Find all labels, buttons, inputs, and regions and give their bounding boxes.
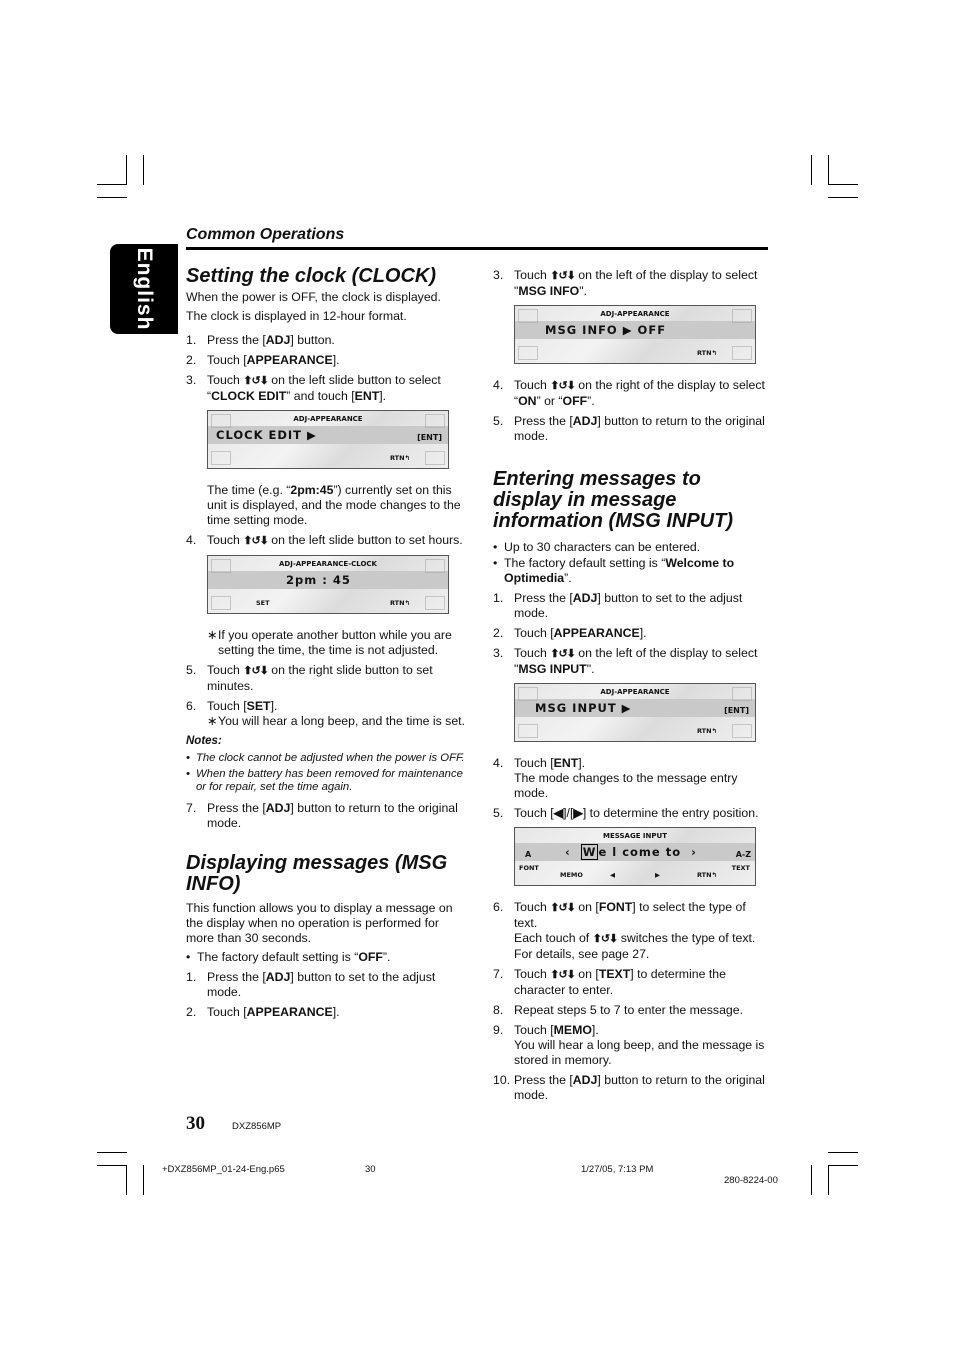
lcd-rtn-label: RTN↰: [696, 349, 717, 357]
up-hand-down-icon: ⬆↺⬇: [243, 535, 268, 547]
clock-step-7: 7. Press the [ADJ] button to return to the original mode.: [186, 800, 458, 830]
lcd-font-label: FONT: [519, 864, 539, 872]
lcd-message-text: ‹ W e l come to ›: [565, 845, 697, 859]
time-note: The time (e.g. “2pm:45”) currently set on this unit is displayed, and the mode changes to the time setting mode.: [207, 483, 461, 527]
up-hand-down-icon: ⬆↺⬇: [550, 969, 575, 981]
crop-mark: [828, 1165, 829, 1195]
up-hand-down-icon: ⬆↺⬇: [243, 665, 268, 677]
clock-step-4: 4. Touch ⬆↺⬇ on the left slide button to set hours.: [186, 533, 463, 547]
section-title: Common Operations: [186, 226, 345, 243]
lcd-rtn-label: RTN↰: [696, 727, 717, 735]
up-hand-down-icon: ⬆↺⬇: [592, 933, 618, 945]
clock-intro: When the power is OFF, the clock is displayed.: [186, 290, 441, 304]
clock-heading: Setting the clock (CLOCK): [186, 265, 437, 287]
lcd-set-label: SET: [256, 599, 270, 607]
clock-intro: The clock is displayed in 12-hour format.: [186, 309, 407, 323]
crop-mark: [97, 1152, 127, 1153]
lcd-memo-label: MEMO: [560, 871, 583, 879]
msginfo-heading: Displaying messages (MSG INFO): [186, 851, 448, 895]
crop-mark: [97, 184, 127, 185]
footer-file: +DXZ856MP_01-24-Eng.p65: [162, 1164, 285, 1175]
crop-mark: [828, 197, 858, 198]
msginput-bullet: • Up to 30 characters can be entered.: [493, 540, 701, 554]
crop-mark: [126, 155, 127, 185]
lcd-cursor: W: [582, 845, 597, 859]
msginfo-intro: This function allows you to display a message on the display when no operation is performed for more than 30 seconds.: [186, 900, 453, 945]
lcd-title: MESSAGE INPUT: [603, 832, 667, 840]
msginput-step-10: 10. Press the [ADJ] button to return to the original mode.: [493, 1073, 765, 1102]
msginput-step-7: 7. Touch ⬆↺⬇ on [TEXT] to determine the character to enter.: [493, 967, 726, 997]
up-hand-down-icon: ⬆↺⬇: [550, 648, 575, 660]
language-tab-label: English: [133, 247, 156, 331]
right-triangle-icon: ▶: [573, 806, 583, 820]
up-hand-down-icon: ⬆↺⬇: [550, 270, 575, 282]
page-number: 30: [186, 1113, 205, 1134]
lcd-title: ADJ-APPEARANCE: [600, 688, 670, 696]
lcd-font-a: A: [525, 850, 532, 859]
lcd-main-text: MSG INPUT ▶: [535, 701, 632, 715]
note-item: • When the battery has been removed for maintenance or for repair, set the time again.: [186, 767, 463, 793]
section-rule: [186, 247, 768, 250]
clock-step-2: 2. Touch [APPEARANCE].: [186, 353, 340, 367]
up-hand-down-icon: ⬆↺⬇: [550, 380, 575, 392]
footer-date: 1/27/05, 7:13 PM: [581, 1164, 654, 1175]
clock-step-3: 3. Touch ⬆↺⬇ on the left slide button to select “CLOCK EDIT” and touch [ENT].: [186, 373, 441, 403]
lcd-ent-label: [ENT]: [417, 433, 442, 442]
left-triangle-icon: ◀: [553, 806, 564, 820]
crop-mark: [97, 197, 127, 198]
msginput-step-5: 5. Touch [◀]/[▶] to determine the entry position.: [493, 806, 759, 820]
lcd-main-text: CLOCK EDIT ▶: [216, 428, 317, 442]
crop-mark: [97, 1165, 127, 1166]
lcd-clock-time: [207, 555, 449, 614]
lcd-left-label: ◀: [610, 871, 615, 879]
msginput-heading: Entering messages to display in message information (MSG INPUT): [493, 468, 733, 532]
lcd-title: ADJ-APPEARANCE: [293, 415, 363, 423]
msginput-step-9: 9. Touch [MEMO]. You will hear a long beep, and the message is stored in memory.: [493, 1023, 765, 1067]
msginput-step-4: 4. Touch [ENT]. The mode changes to the message entry mode.: [493, 756, 738, 800]
msginfo-step-2: 2. Touch [APPEARANCE].: [186, 1004, 340, 1019]
clock-step-5: 5. Touch ⬆↺⬇ on the right slide button to set minutes.: [186, 663, 433, 693]
right-column: [493, 268, 768, 1108]
footer-page: 30: [365, 1164, 376, 1175]
lcd-rtn-label: RTN↰: [389, 454, 410, 462]
up-hand-down-icon: ⬆↺⬇: [243, 375, 268, 387]
msginfo-default: • The factory default setting is “OFF”.: [186, 949, 391, 964]
lcd-title: ADJ-APPEARANCE-CLOCK: [279, 560, 377, 568]
asterisk-note: ∗ If you operate another button while you are setting the time, the time is not adjusted.: [207, 628, 452, 657]
lcd-msg-info: [514, 305, 756, 364]
lcd-main-text: MSG INFO ▶ OFF: [545, 323, 667, 337]
crop-mark: [143, 1165, 144, 1195]
crop-mark: [143, 155, 144, 185]
lcd-clock-edit: [207, 410, 449, 469]
msginput-step-6: 6. Touch ⬆↺⬇ on [FONT] to select the type of text. Each touch of ⬆↺⬇ switches the type of text. For details, see page 27.: [493, 900, 756, 961]
msginfo-step-1: 1. Press the [ADJ] button to set to the adjust mode.: [186, 969, 436, 999]
msginput-step-1: 1. Press the [ADJ] button to set to the adjust mode.: [493, 591, 743, 620]
note-item: • The clock cannot be adjusted when the power is OFF.: [186, 752, 465, 764]
lcd-title: ADJ-APPEARANCE: [600, 310, 670, 318]
msginput-step-3: 3. Touch ⬆↺⬇ on the left of the display to select "MSG INPUT".: [493, 646, 758, 676]
crop-mark: [126, 1165, 127, 1195]
crop-mark: [828, 1152, 858, 1153]
msginfo-step-4: 4. Touch ⬆↺⬇ on the right of the display to select “ON” or “OFF”.: [493, 378, 765, 408]
crop-mark: [828, 184, 858, 185]
lcd-az-label: A-Z: [735, 850, 751, 859]
lcd-rtn-label: RTN↰: [389, 599, 410, 607]
msginfo-step-5: 5. Press the [ADJ] button to return to the original mode.: [493, 414, 765, 443]
msginput-step-2: 2. Touch [APPEARANCE].: [493, 626, 647, 640]
model-number: DXZ856MP: [232, 1121, 282, 1132]
msginput-step-8: 8. Repeat steps 5 to 7 to enter the message.: [493, 1003, 743, 1017]
lcd-message-input: [514, 827, 756, 886]
crop-mark: [811, 1165, 812, 1195]
lcd-right-label: ▶: [655, 871, 660, 879]
notes-heading: Notes:: [186, 735, 222, 747]
clock-step-1: 1. Press the [ADJ] button.: [186, 333, 335, 347]
up-hand-down-icon: ⬆↺⬇: [550, 902, 575, 914]
lcd-text-label: TEXT: [731, 864, 750, 872]
footer-code: 280-8224-00: [724, 1175, 778, 1186]
msginput-bullet: • The factory default setting is “Welcome to Optimedia”.: [493, 556, 735, 585]
lcd-main-text: 2pm : 45: [286, 573, 351, 587]
crop-mark: [811, 155, 812, 185]
lcd-msg-input: [514, 683, 756, 742]
clock-step-6: 6. Touch [SET].: [186, 699, 278, 713]
left-column: [186, 266, 466, 1025]
lcd-ent-label: [ENT]: [724, 706, 749, 715]
crop-mark: [828, 1165, 858, 1166]
lcd-rtn-label: RTN↰: [696, 871, 717, 879]
language-tab: [110, 244, 178, 334]
crop-mark: [828, 155, 829, 185]
asterisk-note: ∗ You will hear a long beep, and the time is set.: [207, 714, 466, 728]
msginfo-step-3: 3. Touch ⬆↺⬇ on the left of the display to select "MSG INFO".: [493, 268, 758, 298]
